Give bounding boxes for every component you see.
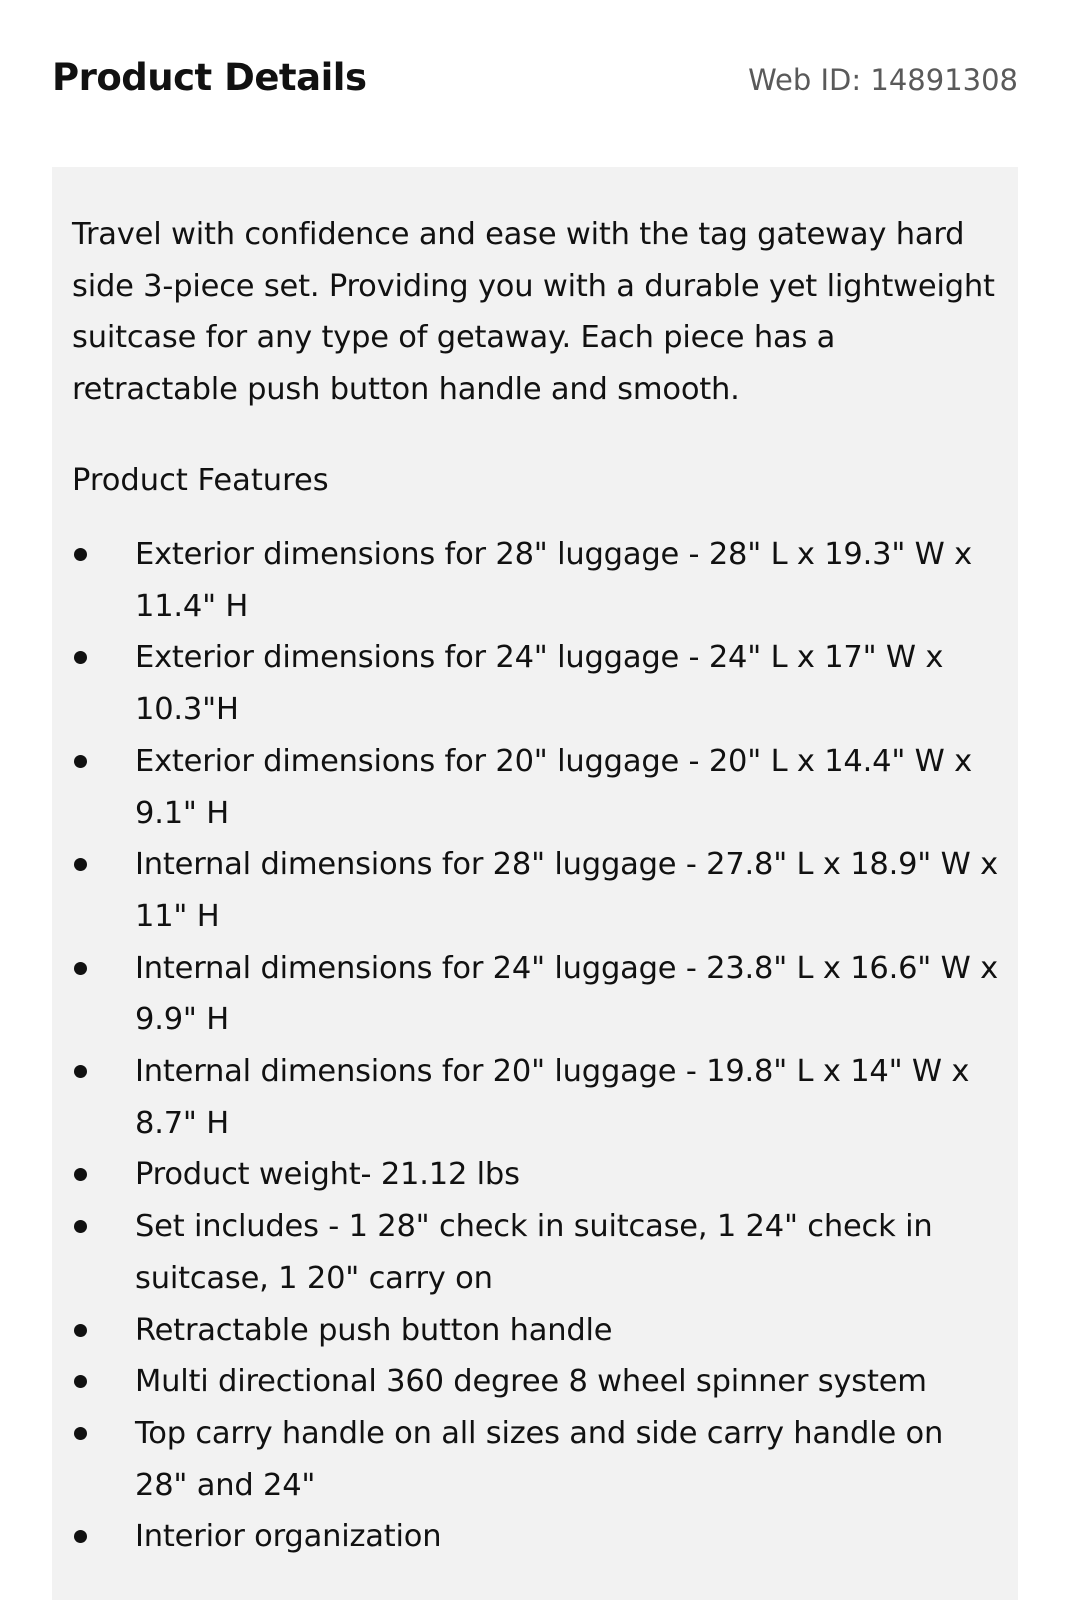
- feature-item: [52, 1356, 1018, 1408]
- feature-item: [52, 632, 1018, 735]
- feature-text: Multi directional 360 degree 8 wheel spinner system: [135, 1364, 927, 1400]
- feature-item: [52, 1201, 1018, 1304]
- feature-item: [52, 943, 1018, 1046]
- bullet-icon: [74, 1427, 87, 1440]
- feature-item: [52, 839, 1018, 942]
- feature-item: [52, 1305, 1018, 1357]
- feature-item: [52, 1408, 1018, 1511]
- bullet-icon: [74, 1065, 87, 1078]
- bullet-icon: [74, 858, 87, 871]
- web-id: [748, 56, 1018, 104]
- feature-item: [52, 529, 1018, 632]
- feature-text: Internal dimensions for 28" luggage - 27.8" L x 18.9" W x 11" H: [135, 847, 998, 934]
- product-description: Travel with confidence and ease with the tag gateway hard side 3-piece set. Providing you with a durable yet lightweight suitcase for any type of getaway. Each piece has a retractable push button handle and smooth.: [72, 217, 995, 408]
- feature-item: [52, 1511, 1018, 1563]
- feature-text: Internal dimensions for 24" luggage - 23.8" L x 16.6" W x 9.9" H: [135, 950, 998, 1038]
- feature-text: Product weight- 21.12 lbs: [135, 1157, 520, 1193]
- page-title: Product Details: [52, 56, 367, 99]
- bullet-icon: [74, 1375, 87, 1388]
- feature-text: Retractable push button handle: [135, 1312, 613, 1348]
- product-details-header: [52, 52, 1018, 104]
- bullet-icon: [74, 1530, 87, 1543]
- product-features-list: [52, 529, 1018, 1563]
- bullet-icon: [74, 651, 87, 664]
- feature-text: Top carry handle on all sizes and side carry handle on 28" and 24": [135, 1415, 944, 1503]
- bullet-icon: [74, 1168, 87, 1181]
- feature-item: [52, 736, 1018, 839]
- feature-text: Internal dimensions for 20" luggage - 19.8" L x 14" W x 8.7" H: [135, 1054, 970, 1141]
- web-id-label: Web ID:: [748, 63, 871, 97]
- feature-text: Exterior dimensions for 28" luggage - 28" L x 19.3" W x 11.4" H: [135, 537, 972, 624]
- web-id-value: 14891308: [870, 63, 1018, 97]
- feature-text: Interior organization: [135, 1519, 442, 1555]
- bullet-icon: [74, 1220, 87, 1233]
- bullet-icon: [74, 1324, 87, 1337]
- product-features-heading: Product Features: [72, 463, 329, 498]
- feature-item: [52, 1046, 1018, 1149]
- bullet-icon: [74, 962, 87, 975]
- product-details-panel: [52, 167, 1018, 1600]
- bullet-icon: [74, 755, 87, 768]
- feature-text: Exterior dimensions for 24" luggage - 24" L x 17" W x 10.3"H: [135, 640, 944, 728]
- bullet-icon: [74, 548, 87, 561]
- feature-item: [52, 1149, 1018, 1201]
- feature-text: Exterior dimensions for 20" luggage - 20" L x 14.4" W x 9.1" H: [135, 743, 972, 831]
- feature-text: Set includes - 1 28" check in suitcase, 1 24" check in suitcase, 1 20" carry on: [135, 1209, 933, 1296]
